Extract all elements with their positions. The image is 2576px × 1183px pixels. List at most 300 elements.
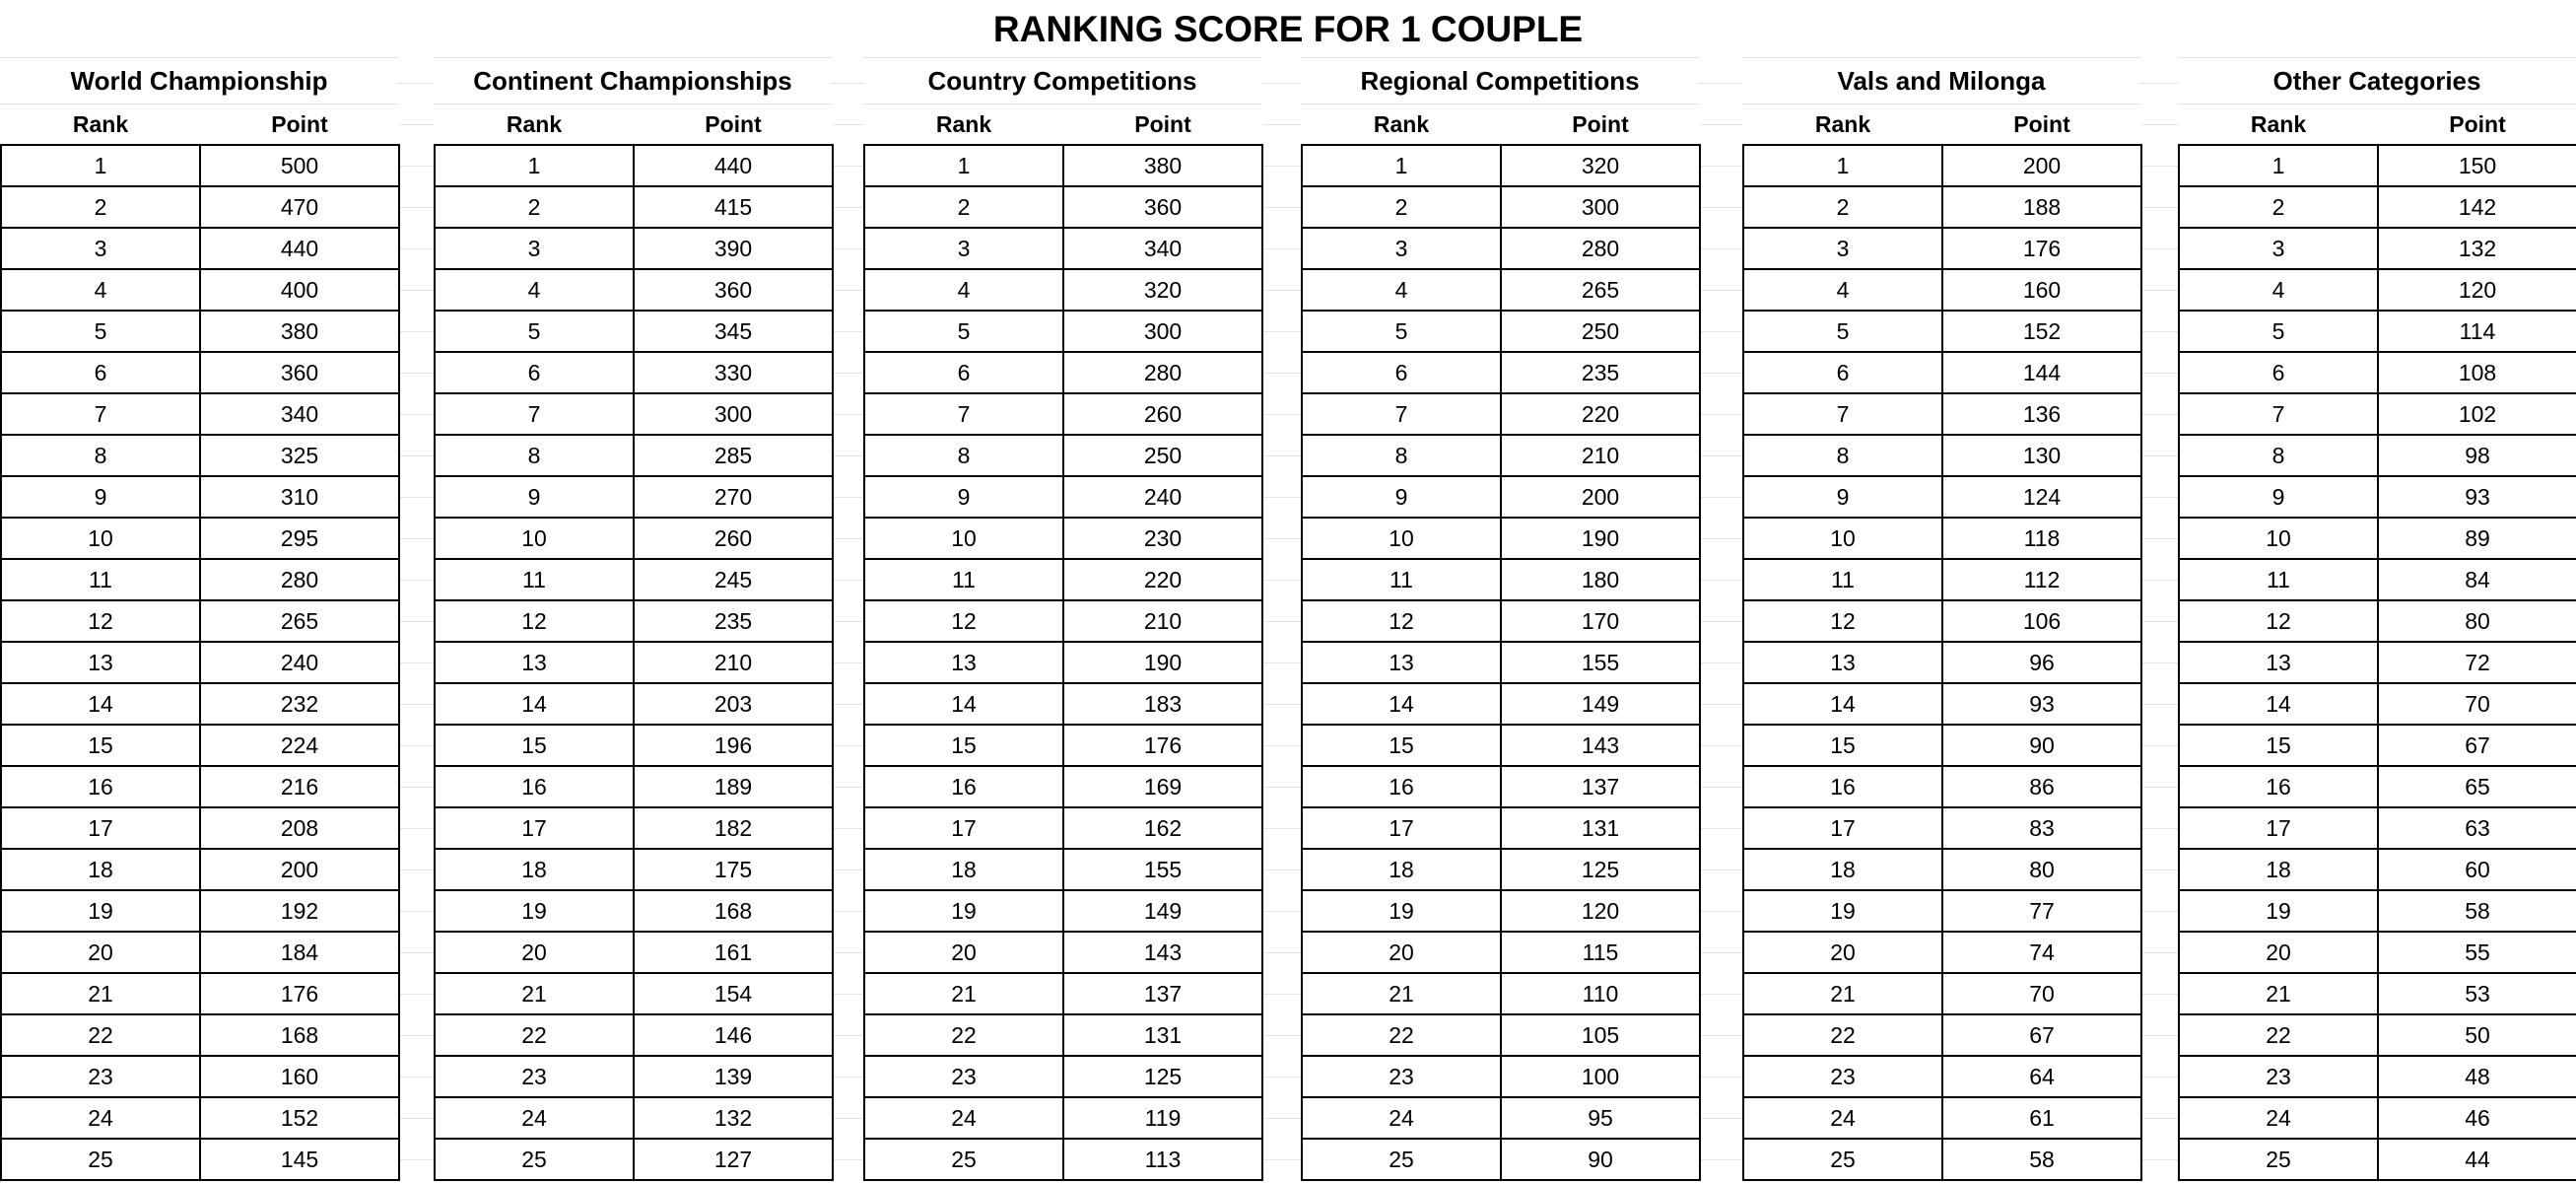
point-cell[interactable]: 320 [1063, 269, 1262, 311]
point-cell[interactable]: 125 [1501, 849, 1700, 890]
rank-cell[interactable]: 24 [435, 1097, 634, 1139]
rank-cell[interactable]: 3 [2179, 228, 2378, 269]
rank-cell[interactable]: 18 [1743, 849, 1942, 890]
point-cell[interactable]: 130 [1942, 435, 2141, 476]
point-cell[interactable]: 168 [200, 1014, 399, 1056]
point-cell[interactable]: 295 [200, 518, 399, 559]
rank-cell[interactable]: 18 [2179, 849, 2378, 890]
rank-cell[interactable]: 22 [864, 1014, 1063, 1056]
point-cell[interactable]: 55 [2378, 932, 2576, 973]
rank-cell[interactable]: 13 [2179, 642, 2378, 683]
rank-cell[interactable]: 5 [1302, 311, 1501, 352]
point-cell[interactable]: 250 [1063, 435, 1262, 476]
rank-cell[interactable]: 20 [2179, 932, 2378, 973]
point-cell[interactable]: 320 [1501, 145, 1700, 186]
point-cell[interactable]: 150 [2378, 145, 2576, 186]
point-cell[interactable]: 360 [200, 352, 399, 393]
rank-cell[interactable]: 23 [1, 1056, 200, 1097]
rank-cell[interactable]: 10 [1, 518, 200, 559]
point-cell[interactable]: 149 [1501, 683, 1700, 725]
rank-cell[interactable]: 17 [2179, 807, 2378, 849]
rank-cell[interactable]: 25 [1, 1139, 200, 1180]
rank-cell[interactable]: 21 [1302, 973, 1501, 1014]
rank-cell[interactable]: 24 [2179, 1097, 2378, 1139]
point-cell[interactable]: 136 [1942, 393, 2141, 435]
rank-cell[interactable]: 16 [435, 766, 634, 807]
rank-cell[interactable]: 18 [1302, 849, 1501, 890]
point-cell[interactable]: 155 [1501, 642, 1700, 683]
rank-cell[interactable]: 10 [1743, 518, 1942, 559]
rank-cell[interactable]: 4 [864, 269, 1063, 311]
point-cell[interactable]: 216 [200, 766, 399, 807]
rank-cell[interactable]: 3 [864, 228, 1063, 269]
rank-cell[interactable]: 17 [1, 807, 200, 849]
rank-cell[interactable]: 1 [1302, 145, 1501, 186]
rank-cell[interactable]: 6 [2179, 352, 2378, 393]
point-cell[interactable]: 89 [2378, 518, 2576, 559]
rank-cell[interactable]: 16 [1, 766, 200, 807]
rank-cell[interactable]: 11 [1, 559, 200, 600]
rank-cell[interactable]: 22 [2179, 1014, 2378, 1056]
point-cell[interactable]: 160 [200, 1056, 399, 1097]
point-cell[interactable]: 300 [1501, 186, 1700, 228]
rank-cell[interactable]: 14 [1743, 683, 1942, 725]
rank-cell[interactable]: 16 [864, 766, 1063, 807]
rank-cell[interactable]: 4 [1302, 269, 1501, 311]
point-cell[interactable]: 176 [200, 973, 399, 1014]
point-cell[interactable]: 127 [634, 1139, 833, 1180]
rank-cell[interactable]: 12 [1743, 600, 1942, 642]
rank-cell[interactable]: 25 [1743, 1139, 1942, 1180]
point-cell[interactable]: 390 [634, 228, 833, 269]
rank-cell[interactable]: 25 [435, 1139, 634, 1180]
rank-cell[interactable]: 13 [435, 642, 634, 683]
point-cell[interactable]: 98 [2378, 435, 2576, 476]
rank-cell[interactable]: 13 [1302, 642, 1501, 683]
point-cell[interactable]: 108 [2378, 352, 2576, 393]
point-cell[interactable]: 360 [1063, 186, 1262, 228]
rank-cell[interactable]: 6 [1743, 352, 1942, 393]
point-cell[interactable]: 80 [1942, 849, 2141, 890]
point-cell[interactable]: 325 [200, 435, 399, 476]
rank-cell[interactable]: 14 [864, 683, 1063, 725]
point-cell[interactable]: 102 [2378, 393, 2576, 435]
rank-cell[interactable]: 2 [1743, 186, 1942, 228]
point-cell[interactable]: 61 [1942, 1097, 2141, 1139]
point-cell[interactable]: 176 [1063, 725, 1262, 766]
point-cell[interactable]: 65 [2378, 766, 2576, 807]
rank-cell[interactable]: 20 [1743, 932, 1942, 973]
rank-cell[interactable]: 5 [864, 311, 1063, 352]
point-cell[interactable]: 90 [1501, 1139, 1700, 1180]
point-cell[interactable]: 114 [2378, 311, 2576, 352]
rank-cell[interactable]: 2 [2179, 186, 2378, 228]
rank-cell[interactable]: 20 [1302, 932, 1501, 973]
rank-cell[interactable]: 3 [1302, 228, 1501, 269]
point-cell[interactable]: 440 [200, 228, 399, 269]
rank-cell[interactable]: 5 [435, 311, 634, 352]
point-cell[interactable]: 280 [1501, 228, 1700, 269]
rank-cell[interactable]: 21 [1, 973, 200, 1014]
rank-cell[interactable]: 20 [1, 932, 200, 973]
point-cell[interactable]: 280 [200, 559, 399, 600]
rank-cell[interactable]: 14 [1, 683, 200, 725]
point-cell[interactable]: 203 [634, 683, 833, 725]
point-cell[interactable]: 58 [1942, 1139, 2141, 1180]
point-cell[interactable]: 189 [634, 766, 833, 807]
rank-cell[interactable]: 23 [435, 1056, 634, 1097]
rank-cell[interactable]: 13 [1, 642, 200, 683]
rank-cell[interactable]: 6 [1302, 352, 1501, 393]
rank-cell[interactable]: 10 [435, 518, 634, 559]
rank-cell[interactable]: 9 [1302, 476, 1501, 518]
rank-cell[interactable]: 10 [864, 518, 1063, 559]
rank-cell[interactable]: 4 [1, 269, 200, 311]
point-cell[interactable]: 260 [634, 518, 833, 559]
point-cell[interactable]: 192 [200, 890, 399, 932]
rank-cell[interactable]: 1 [1743, 145, 1942, 186]
rank-cell[interactable]: 23 [864, 1056, 1063, 1097]
rank-cell[interactable]: 6 [1, 352, 200, 393]
rank-cell[interactable]: 15 [2179, 725, 2378, 766]
point-cell[interactable]: 500 [200, 145, 399, 186]
rank-cell[interactable]: 2 [1, 186, 200, 228]
point-cell[interactable]: 240 [1063, 476, 1262, 518]
rank-cell[interactable]: 8 [1743, 435, 1942, 476]
point-cell[interactable]: 190 [1501, 518, 1700, 559]
rank-cell[interactable]: 7 [864, 393, 1063, 435]
point-cell[interactable]: 67 [2378, 725, 2576, 766]
rank-cell[interactable]: 20 [435, 932, 634, 973]
point-cell[interactable]: 124 [1942, 476, 2141, 518]
rank-cell[interactable]: 14 [2179, 683, 2378, 725]
rank-cell[interactable]: 5 [1, 311, 200, 352]
rank-cell[interactable]: 9 [2179, 476, 2378, 518]
point-cell[interactable]: 90 [1942, 725, 2141, 766]
point-cell[interactable]: 77 [1942, 890, 2141, 932]
rank-cell[interactable]: 1 [1, 145, 200, 186]
rank-cell[interactable]: 11 [1743, 559, 1942, 600]
point-cell[interactable]: 149 [1063, 890, 1262, 932]
rank-cell[interactable]: 9 [1, 476, 200, 518]
point-cell[interactable]: 155 [1063, 849, 1262, 890]
rank-cell[interactable]: 23 [2179, 1056, 2378, 1097]
rank-cell[interactable]: 8 [2179, 435, 2378, 476]
point-cell[interactable]: 93 [2378, 476, 2576, 518]
rank-cell[interactable]: 18 [435, 849, 634, 890]
rank-cell[interactable]: 4 [1743, 269, 1942, 311]
point-cell[interactable]: 220 [1501, 393, 1700, 435]
point-cell[interactable]: 340 [200, 393, 399, 435]
point-cell[interactable]: 84 [2378, 559, 2576, 600]
point-cell[interactable]: 50 [2378, 1014, 2576, 1056]
point-cell[interactable]: 310 [200, 476, 399, 518]
point-cell[interactable]: 83 [1942, 807, 2141, 849]
point-cell[interactable]: 72 [2378, 642, 2576, 683]
point-cell[interactable]: 144 [1942, 352, 2141, 393]
point-cell[interactable]: 400 [200, 269, 399, 311]
rank-cell[interactable]: 8 [1, 435, 200, 476]
rank-cell[interactable]: 6 [864, 352, 1063, 393]
point-cell[interactable]: 70 [1942, 973, 2141, 1014]
rank-cell[interactable]: 15 [1, 725, 200, 766]
rank-cell[interactable]: 1 [864, 145, 1063, 186]
point-cell[interactable]: 182 [634, 807, 833, 849]
rank-cell[interactable]: 19 [1302, 890, 1501, 932]
rank-cell[interactable]: 18 [1, 849, 200, 890]
rank-cell[interactable]: 10 [2179, 518, 2378, 559]
point-cell[interactable]: 143 [1501, 725, 1700, 766]
point-cell[interactable]: 265 [200, 600, 399, 642]
rank-cell[interactable]: 7 [1, 393, 200, 435]
point-cell[interactable]: 120 [2378, 269, 2576, 311]
point-cell[interactable]: 125 [1063, 1056, 1262, 1097]
point-cell[interactable]: 240 [200, 642, 399, 683]
rank-cell[interactable]: 21 [864, 973, 1063, 1014]
rank-cell[interactable]: 19 [1, 890, 200, 932]
point-cell[interactable]: 48 [2378, 1056, 2576, 1097]
rank-cell[interactable]: 10 [1302, 518, 1501, 559]
point-cell[interactable]: 440 [634, 145, 833, 186]
point-cell[interactable]: 285 [634, 435, 833, 476]
rank-cell[interactable]: 2 [1302, 186, 1501, 228]
rank-cell[interactable]: 4 [2179, 269, 2378, 311]
point-cell[interactable]: 86 [1942, 766, 2141, 807]
rank-cell[interactable]: 22 [1302, 1014, 1501, 1056]
point-cell[interactable]: 161 [634, 932, 833, 973]
rank-cell[interactable]: 8 [435, 435, 634, 476]
rank-cell[interactable]: 21 [2179, 973, 2378, 1014]
rank-cell[interactable]: 5 [1743, 311, 1942, 352]
rank-cell[interactable]: 11 [435, 559, 634, 600]
rank-cell[interactable]: 7 [1302, 393, 1501, 435]
rank-cell[interactable]: 4 [435, 269, 634, 311]
point-cell[interactable]: 152 [200, 1097, 399, 1139]
rank-cell[interactable]: 24 [1302, 1097, 1501, 1139]
point-cell[interactable]: 210 [1063, 600, 1262, 642]
point-cell[interactable]: 131 [1063, 1014, 1262, 1056]
point-cell[interactable]: 380 [1063, 145, 1262, 186]
rank-cell[interactable]: 18 [864, 849, 1063, 890]
point-cell[interactable]: 190 [1063, 642, 1262, 683]
rank-cell[interactable]: 7 [1743, 393, 1942, 435]
rank-cell[interactable]: 11 [864, 559, 1063, 600]
point-cell[interactable]: 137 [1063, 973, 1262, 1014]
rank-cell[interactable]: 17 [864, 807, 1063, 849]
point-cell[interactable]: 415 [634, 186, 833, 228]
rank-cell[interactable]: 8 [1302, 435, 1501, 476]
rank-cell[interactable]: 3 [1743, 228, 1942, 269]
rank-cell[interactable]: 21 [435, 973, 634, 1014]
point-cell[interactable]: 46 [2378, 1097, 2576, 1139]
rank-cell[interactable]: 16 [1302, 766, 1501, 807]
point-cell[interactable]: 345 [634, 311, 833, 352]
point-cell[interactable]: 208 [200, 807, 399, 849]
point-cell[interactable]: 224 [200, 725, 399, 766]
point-cell[interactable]: 200 [1501, 476, 1700, 518]
point-cell[interactable]: 235 [634, 600, 833, 642]
point-cell[interactable]: 53 [2378, 973, 2576, 1014]
point-cell[interactable]: 142 [2378, 186, 2576, 228]
rank-cell[interactable]: 25 [864, 1139, 1063, 1180]
rank-cell[interactable]: 3 [435, 228, 634, 269]
point-cell[interactable]: 270 [634, 476, 833, 518]
rank-cell[interactable]: 16 [2179, 766, 2378, 807]
point-cell[interactable]: 176 [1942, 228, 2141, 269]
point-cell[interactable]: 67 [1942, 1014, 2141, 1056]
point-cell[interactable]: 120 [1501, 890, 1700, 932]
rank-cell[interactable]: 19 [2179, 890, 2378, 932]
point-cell[interactable]: 115 [1501, 932, 1700, 973]
rank-cell[interactable]: 17 [1302, 807, 1501, 849]
point-cell[interactable]: 210 [634, 642, 833, 683]
rank-cell[interactable]: 12 [435, 600, 634, 642]
rank-cell[interactable]: 19 [864, 890, 1063, 932]
point-cell[interactable]: 184 [200, 932, 399, 973]
point-cell[interactable]: 200 [1942, 145, 2141, 186]
rank-cell[interactable]: 13 [1743, 642, 1942, 683]
rank-cell[interactable]: 11 [2179, 559, 2378, 600]
rank-cell[interactable]: 12 [1, 600, 200, 642]
rank-cell[interactable]: 13 [864, 642, 1063, 683]
point-cell[interactable]: 112 [1942, 559, 2141, 600]
point-cell[interactable]: 113 [1063, 1139, 1262, 1180]
point-cell[interactable]: 106 [1942, 600, 2141, 642]
rank-cell[interactable]: 5 [2179, 311, 2378, 352]
rank-cell[interactable]: 23 [1302, 1056, 1501, 1097]
point-cell[interactable]: 280 [1063, 352, 1262, 393]
point-cell[interactable]: 154 [634, 973, 833, 1014]
point-cell[interactable]: 105 [1501, 1014, 1700, 1056]
point-cell[interactable]: 300 [1063, 311, 1262, 352]
point-cell[interactable]: 360 [634, 269, 833, 311]
rank-cell[interactable]: 3 [1, 228, 200, 269]
point-cell[interactable]: 70 [2378, 683, 2576, 725]
rank-cell[interactable]: 21 [1743, 973, 1942, 1014]
point-cell[interactable]: 230 [1063, 518, 1262, 559]
point-cell[interactable]: 110 [1501, 973, 1700, 1014]
point-cell[interactable]: 80 [2378, 600, 2576, 642]
point-cell[interactable]: 330 [634, 352, 833, 393]
rank-cell[interactable]: 9 [435, 476, 634, 518]
point-cell[interactable]: 180 [1501, 559, 1700, 600]
point-cell[interactable]: 188 [1942, 186, 2141, 228]
point-cell[interactable]: 137 [1501, 766, 1700, 807]
rank-cell[interactable]: 25 [1302, 1139, 1501, 1180]
point-cell[interactable]: 143 [1063, 932, 1262, 973]
rank-cell[interactable]: 14 [435, 683, 634, 725]
point-cell[interactable]: 380 [200, 311, 399, 352]
point-cell[interactable]: 95 [1501, 1097, 1700, 1139]
point-cell[interactable]: 196 [634, 725, 833, 766]
rank-cell[interactable]: 2 [864, 186, 1063, 228]
point-cell[interactable]: 168 [634, 890, 833, 932]
rank-cell[interactable]: 17 [1743, 807, 1942, 849]
rank-cell[interactable]: 9 [1743, 476, 1942, 518]
rank-cell[interactable]: 24 [864, 1097, 1063, 1139]
rank-cell[interactable]: 1 [2179, 145, 2378, 186]
point-cell[interactable]: 96 [1942, 642, 2141, 683]
rank-cell[interactable]: 12 [1302, 600, 1501, 642]
point-cell[interactable]: 58 [2378, 890, 2576, 932]
point-cell[interactable]: 119 [1063, 1097, 1262, 1139]
rank-cell[interactable]: 22 [1, 1014, 200, 1056]
point-cell[interactable]: 470 [200, 186, 399, 228]
point-cell[interactable]: 265 [1501, 269, 1700, 311]
point-cell[interactable]: 200 [200, 849, 399, 890]
rank-cell[interactable]: 2 [435, 186, 634, 228]
point-cell[interactable]: 250 [1501, 311, 1700, 352]
rank-cell[interactable]: 22 [435, 1014, 634, 1056]
rank-cell[interactable]: 9 [864, 476, 1063, 518]
point-cell[interactable]: 160 [1942, 269, 2141, 311]
rank-cell[interactable]: 15 [435, 725, 634, 766]
rank-cell[interactable]: 17 [435, 807, 634, 849]
point-cell[interactable]: 93 [1942, 683, 2141, 725]
rank-cell[interactable]: 1 [435, 145, 634, 186]
rank-cell[interactable]: 12 [2179, 600, 2378, 642]
point-cell[interactable]: 60 [2378, 849, 2576, 890]
point-cell[interactable]: 232 [200, 683, 399, 725]
rank-cell[interactable]: 7 [435, 393, 634, 435]
point-cell[interactable]: 220 [1063, 559, 1262, 600]
rank-cell[interactable]: 25 [2179, 1139, 2378, 1180]
rank-cell[interactable]: 15 [864, 725, 1063, 766]
point-cell[interactable]: 139 [634, 1056, 833, 1097]
point-cell[interactable]: 152 [1942, 311, 2141, 352]
rank-cell[interactable]: 15 [1743, 725, 1942, 766]
point-cell[interactable]: 63 [2378, 807, 2576, 849]
point-cell[interactable]: 74 [1942, 932, 2141, 973]
rank-cell[interactable]: 23 [1743, 1056, 1942, 1097]
point-cell[interactable]: 183 [1063, 683, 1262, 725]
point-cell[interactable]: 245 [634, 559, 833, 600]
point-cell[interactable]: 170 [1501, 600, 1700, 642]
point-cell[interactable]: 132 [634, 1097, 833, 1139]
point-cell[interactable]: 131 [1501, 807, 1700, 849]
rank-cell[interactable]: 20 [864, 932, 1063, 973]
point-cell[interactable]: 210 [1501, 435, 1700, 476]
rank-cell[interactable]: 6 [435, 352, 634, 393]
rank-cell[interactable]: 14 [1302, 683, 1501, 725]
point-cell[interactable]: 235 [1501, 352, 1700, 393]
rank-cell[interactable]: 22 [1743, 1014, 1942, 1056]
point-cell[interactable]: 175 [634, 849, 833, 890]
rank-cell[interactable]: 16 [1743, 766, 1942, 807]
point-cell[interactable]: 64 [1942, 1056, 2141, 1097]
rank-cell[interactable]: 19 [1743, 890, 1942, 932]
point-cell[interactable]: 44 [2378, 1139, 2576, 1180]
rank-cell[interactable]: 19 [435, 890, 634, 932]
point-cell[interactable]: 118 [1942, 518, 2141, 559]
point-cell[interactable]: 145 [200, 1139, 399, 1180]
point-cell[interactable]: 162 [1063, 807, 1262, 849]
point-cell[interactable]: 132 [2378, 228, 2576, 269]
rank-cell[interactable]: 24 [1743, 1097, 1942, 1139]
point-cell[interactable]: 340 [1063, 228, 1262, 269]
rank-cell[interactable]: 8 [864, 435, 1063, 476]
point-cell[interactable]: 100 [1501, 1056, 1700, 1097]
rank-cell[interactable]: 7 [2179, 393, 2378, 435]
point-cell[interactable]: 169 [1063, 766, 1262, 807]
point-cell[interactable]: 260 [1063, 393, 1262, 435]
rank-cell[interactable]: 24 [1, 1097, 200, 1139]
rank-cell[interactable]: 15 [1302, 725, 1501, 766]
rank-cell[interactable]: 12 [864, 600, 1063, 642]
point-cell[interactable]: 300 [634, 393, 833, 435]
rank-cell[interactable]: 11 [1302, 559, 1501, 600]
point-cell[interactable]: 146 [634, 1014, 833, 1056]
